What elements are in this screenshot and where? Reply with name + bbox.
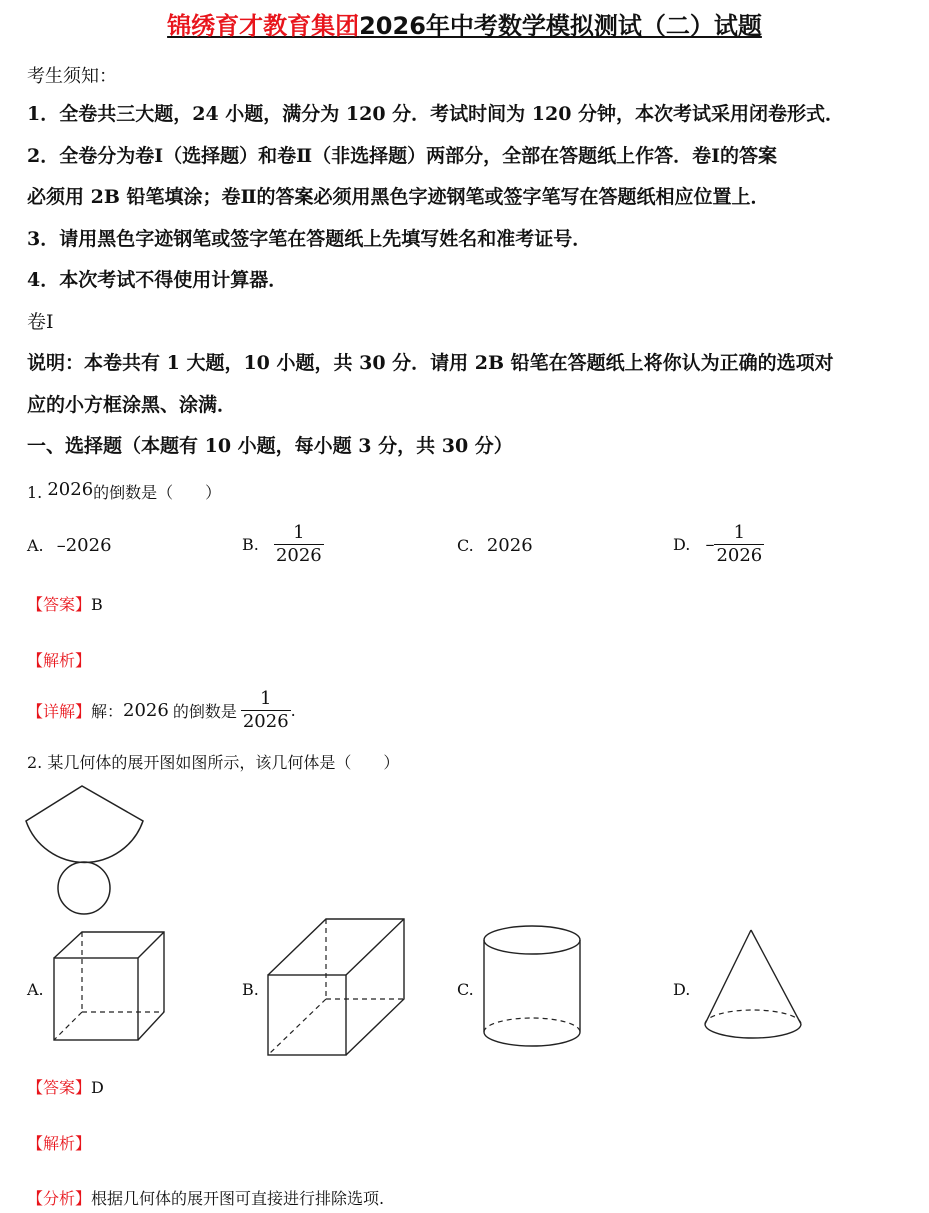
section-desc-line-2: 应的小方框涂黑、涂满． xyxy=(27,394,237,416)
question-1-analysis-tag: 【解析】 xyxy=(27,651,92,670)
cone-net-figure xyxy=(24,784,148,916)
section-desc-line-1: 说明：本卷共有 1 大题，10 小题，共 30 分．请用 2B 铅笔在答题纸上将你认为正确的选项对 xyxy=(27,352,834,374)
cylinder-figure xyxy=(482,924,584,1052)
question-1-detail: 【详解】解：2026 的倒数是 $\frac{1}{2026}$ . xyxy=(27,688,296,732)
question-1-option-a[interactable]: A. –2026 xyxy=(27,535,112,556)
notice-item-2-line-2: 必须用 2B 铅笔填涂；卷Ⅱ的答案必须用黑色字迹钢笔或签字笔写在答题纸相应位置上． xyxy=(27,186,770,208)
section-label: 卷Ⅰ xyxy=(27,311,54,333)
notice-heading: 考生须知： xyxy=(27,66,117,87)
question-1-option-d[interactable]: D. – $\frac{1}{2026}$ xyxy=(673,522,763,566)
page-title xyxy=(0,6,929,41)
question-1-option-c[interactable]: C. 2026 xyxy=(457,535,533,556)
cone-figure xyxy=(702,928,806,1044)
exam-title: 2026年中考数学模拟测试（二）试题 xyxy=(359,12,762,40)
question-2-option-a-label[interactable]: A. xyxy=(27,980,44,999)
notice-item-2-line-1: 2．全卷分为卷Ⅰ（选择题）和卷Ⅱ（非选择题）两部分，全部在答题纸上作答．卷Ⅰ的答案 xyxy=(27,145,778,167)
question-2-analysis-tag: 【解析】 xyxy=(27,1134,92,1153)
question-2-answer: 【答案】D xyxy=(27,1078,104,1097)
question-1-answer: 【答案】B xyxy=(27,595,103,614)
question-1-stem: 1. 2026的倒数是（ ） xyxy=(27,479,222,502)
question-2-option-c-label[interactable]: C. xyxy=(457,980,474,999)
notice-item-4: 4．本次考试不得使用计算器． xyxy=(27,269,288,291)
cube-figure xyxy=(52,930,167,1042)
question-2-option-b-label[interactable]: B. xyxy=(242,980,259,999)
question-1-option-b[interactable]: B. $\frac{1}{2026}$ xyxy=(242,522,322,566)
notice-item-3: 3．请用黑色字迹钢笔或签字笔在答题纸上先填写姓名和准考证号． xyxy=(27,228,592,250)
cuboid-figure xyxy=(266,917,408,1057)
part-title: 一、选择题（本题有 10 小题，每小题 3 分，共 30 分） xyxy=(27,435,513,457)
org-name: 锦绣育才教育集团 xyxy=(167,12,360,40)
question-2-stem: 2. 某几何体的展开图如图所示，该几何体是（ ） xyxy=(27,753,400,772)
question-2-option-d-label[interactable]: D. xyxy=(673,980,691,999)
question-2-fenxi: 【分析】根据几何体的展开图可直接进行排除选项. xyxy=(27,1189,385,1208)
notice-item-1: 1．全卷共三大题，24 小题，满分为 120 分．考试时间为 120 分钟，本次考试采用闭卷形式． xyxy=(27,103,845,125)
